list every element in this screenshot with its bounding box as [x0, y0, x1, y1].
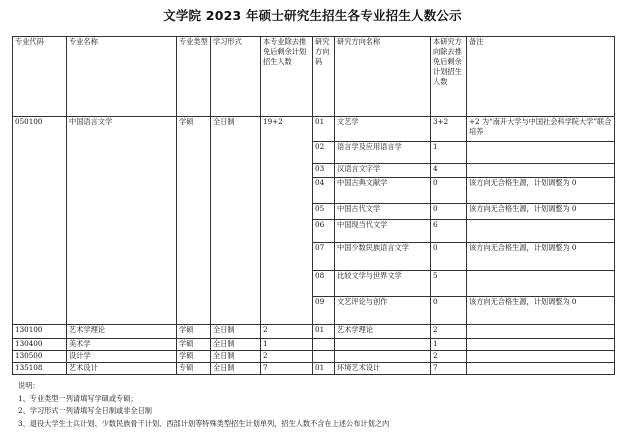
direction-count-cell: 5 [431, 271, 467, 297]
major-code-cell: 130500 [13, 351, 67, 363]
direction-code-cell: 06 [313, 220, 335, 243]
header-cell: 专业名称 [67, 37, 177, 117]
direction-code-cell: 03 [313, 164, 335, 178]
study-form-cell: 全日制 [211, 363, 261, 375]
direction-code-cell: 01 [313, 363, 335, 375]
direction-code-cell [313, 339, 335, 351]
direction-code-cell: 08 [313, 271, 335, 297]
major-name-cell: 艺术设计 [67, 363, 177, 375]
direction-name-cell: 文艺评论与创作 [335, 297, 431, 325]
direction-count-cell: 2 [431, 325, 467, 339]
remark-cell [467, 164, 615, 178]
remark-cell [467, 351, 615, 363]
remark-cell: 该方向无合格生源，计划调整为 0 [467, 204, 615, 220]
remark-cell [467, 220, 615, 243]
header-row [13, 37, 615, 117]
direction-code-cell: 01 [313, 325, 335, 339]
major-total-cell: 2 [261, 325, 313, 339]
remark-cell [467, 363, 615, 375]
direction-count-cell: 1 [431, 142, 467, 164]
direction-code-cell: 05 [313, 204, 335, 220]
major-type-cell: 专硕 [177, 363, 211, 375]
direction-name-cell: 中国古代文学 [335, 204, 431, 220]
direction-count-cell: 0 [431, 178, 467, 204]
direction-name-cell: 比较文学与世界文学 [335, 271, 431, 297]
major-code-cell: 130400 [13, 339, 67, 351]
remark-cell: +2 为“南开大学与中国社会科学院大学”联合培养 [467, 117, 615, 142]
major-code-cell: 135108 [13, 363, 67, 375]
major-name-cell: 艺术学理论 [67, 325, 177, 339]
direction-code-cell [313, 351, 335, 363]
direction-code-cell: 04 [313, 178, 335, 204]
direction-count-cell: 7 [431, 363, 467, 375]
major-type-cell: 学硕 [177, 351, 211, 363]
major-total-cell: 2 [261, 351, 313, 363]
study-form-cell: 全日制 [211, 325, 261, 339]
direction-count-cell: 0 [431, 243, 467, 271]
direction-code-cell: 02 [313, 142, 335, 164]
direction-name-cell [335, 339, 431, 351]
direction-name-cell: 中国现当代文学 [335, 220, 431, 243]
remark-cell: 该方向无合格生源，计划调整为 0 [467, 243, 615, 271]
notes-heading: 说明： [18, 381, 40, 390]
note-line: 3、退役大学生士兵计划、少数民族骨干计划、西部计划等特殊类型招生计划单列，招生人数不含在上述公布计划之内 [18, 418, 390, 428]
remark-cell: 该方向无合格生源，计划调整为 0 [467, 178, 615, 204]
notes [18, 380, 389, 430]
major-type-cell: 学硕 [177, 117, 211, 325]
major-total-cell: 19+2 [261, 117, 313, 325]
direction-name-cell: 环境艺术设计 [335, 363, 431, 375]
remark-cell: 该方向无合格生源，计划调整为 0 [467, 297, 615, 325]
table-row [13, 351, 615, 363]
direction-name-cell [335, 351, 431, 363]
remark-cell [467, 271, 615, 297]
direction-code-cell: 07 [313, 243, 335, 271]
major-total-cell: 7 [261, 363, 313, 375]
major-code-cell: 130100 [13, 325, 67, 339]
study-form-cell: 全日制 [211, 117, 261, 325]
direction-name-cell: 文艺学 [335, 117, 431, 142]
table-row [13, 117, 615, 142]
major-type-cell: 学硕 [177, 339, 211, 351]
direction-count-cell: 6 [431, 220, 467, 243]
major-code-cell: 050100 [13, 117, 67, 325]
direction-name-cell: 艺术学理论 [335, 325, 431, 339]
direction-name-cell: 汉语言文字学 [335, 164, 431, 178]
table-row [13, 363, 615, 375]
remark-cell [467, 339, 615, 351]
study-form-cell: 全日制 [211, 351, 261, 363]
direction-code-cell: 09 [313, 297, 335, 325]
table-row [13, 325, 615, 339]
major-type-cell: 学硕 [177, 325, 211, 339]
major-name-cell: 美术学 [67, 339, 177, 351]
direction-name-cell: 中国少数民族语言文学 [335, 243, 431, 271]
document-title: 文学院 2023 年硕士研究生招生各专业招生人数公示 [163, 8, 462, 23]
remark-cell [467, 325, 615, 339]
header-cell: 备注 [467, 37, 615, 117]
remark-cell [467, 142, 615, 164]
direction-code-cell: 01 [313, 117, 335, 142]
direction-name-cell: 中国古典文献学 [335, 178, 431, 204]
note-line: 2、学习形式一列请填写全日制或非全日制 [18, 406, 152, 415]
note-line: 1、专业类型一列请填写学硕或专硕； [18, 393, 138, 403]
major-name-cell: 设计学 [67, 351, 177, 363]
direction-count-cell: 2 [431, 351, 467, 363]
header-cell: 学习形式 [211, 37, 261, 117]
table-row [13, 339, 615, 351]
enrollment-table [12, 36, 615, 375]
header-cell: 本专业除去推免后剩余计划招生人数 [261, 37, 313, 117]
header-cell: 专业类型 [177, 37, 211, 117]
header-cell: 研究方向码 [313, 37, 335, 117]
study-form-cell: 全日制 [211, 339, 261, 351]
direction-count-cell: 4 [431, 164, 467, 178]
header-cell: 本研究方向除去推免后剩余计划招生人数 [431, 37, 467, 117]
direction-count-cell: 1 [431, 339, 467, 351]
direction-name-cell: 语言学及应用语言学 [335, 142, 431, 164]
major-total-cell: 1 [261, 339, 313, 351]
direction-count-cell: 0 [431, 204, 467, 220]
header-cell: 专业代码 [13, 37, 67, 117]
header-cell: 研究方向名称 [335, 37, 431, 117]
direction-count-cell: 3+2 [431, 117, 467, 142]
direction-count-cell: 0 [431, 297, 467, 325]
major-name-cell: 中国语言文学 [67, 117, 177, 325]
